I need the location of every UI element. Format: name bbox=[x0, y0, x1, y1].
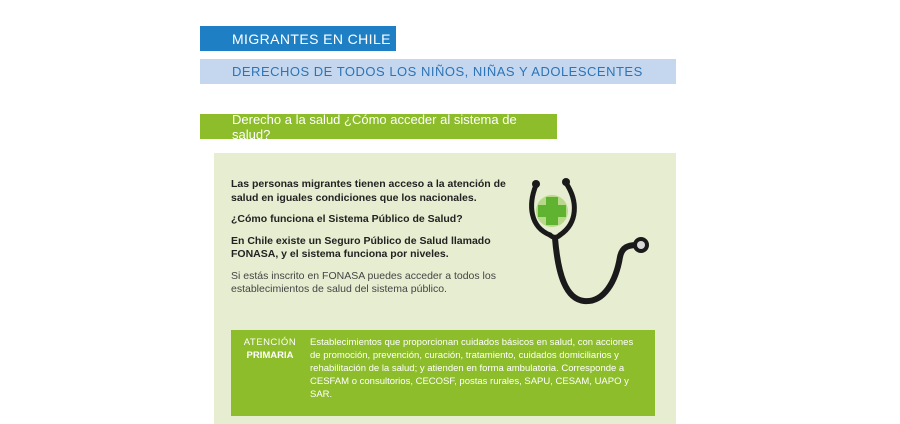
primary-care-description: Establecimientos que proporcionan cuidados básicos en salud, con acciones de promoción, prevención, curación, tratamiento, cuidados domiciliarios y rehabilitación de la salud; y atienden en forma ambulatoria. Corresponde a CESFAM o consultorios, CECOSF, postas rurales, SAPU, CESAM, UAPO y SAR. bbox=[310, 337, 634, 400]
header-title-band bbox=[200, 26, 396, 51]
header-subtitle: DERECHOS DE TODOS LOS NIÑOS, NIÑAS Y ADOLESCENTES bbox=[232, 64, 643, 79]
primary-care-title bbox=[237, 336, 303, 362]
section-title-band bbox=[200, 111, 557, 142]
primary-care-box bbox=[231, 330, 655, 416]
paragraph-enrolled: Si estás inscrito en FONASA puedes acceder a todos los establecimientos de salud del sistema público. bbox=[231, 269, 496, 295]
paragraph-access: Las personas migrantes tienen acceso a la atención de salud en iguales condiciones que los nacionales. bbox=[231, 178, 506, 204]
section-title: Derecho a la salud ¿Cómo acceder al sistema de salud? bbox=[232, 111, 517, 142]
medical-cross-icon bbox=[536, 195, 568, 227]
header-title: MIGRANTES EN CHILE bbox=[232, 30, 391, 47]
intro-text bbox=[231, 178, 521, 305]
paragraph-question: ¿Cómo funciona el Sistema Público de Salud? bbox=[231, 213, 463, 225]
content-panel bbox=[214, 153, 676, 424]
primary-care-title-line1: ATENCIÓN bbox=[243, 337, 297, 348]
stethoscope-icon bbox=[522, 175, 662, 310]
header-subtitle-band bbox=[200, 59, 676, 84]
primary-care-title-line2: PRIMARIA bbox=[246, 350, 294, 361]
paragraph-fonasa: En Chile existe un Seguro Público de Salud llamado FONASA, y el sistema funciona por niveles. bbox=[231, 234, 491, 260]
